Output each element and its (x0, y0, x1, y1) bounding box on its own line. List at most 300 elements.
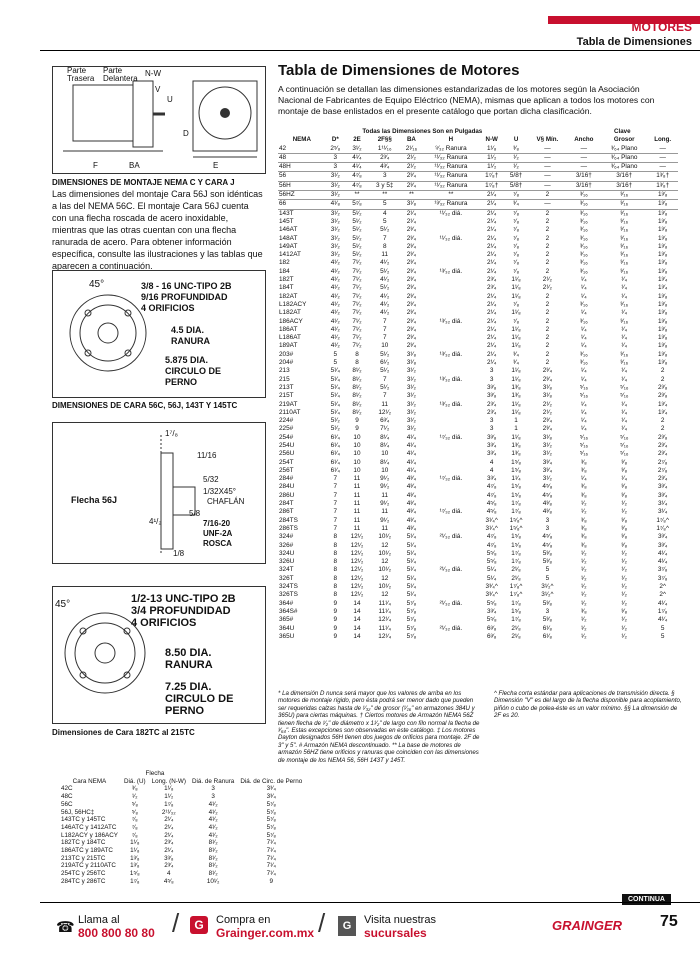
dimensions-cell: 2 (545, 242, 550, 250)
shaft-face-cell: 2¹⁄₄ (164, 847, 174, 855)
dimensions-cell: 8 (355, 359, 359, 367)
dimensions-cell: 4³⁄₈ (542, 500, 553, 508)
dimensions-cell: ⁵⁄₁₆ (619, 441, 629, 449)
dimensions-cell: L186AT (279, 334, 301, 342)
dimensions-row (278, 608, 678, 616)
dimensions-cell: 5¹⁄₄ (406, 591, 417, 599)
dimensions-cell: 3³⁄₄^ (485, 583, 498, 591)
shaft-body (161, 453, 173, 549)
dimensions-cell: 1⁵⁄₈ (511, 483, 522, 491)
dimensions-cell: ⁵⁄₁₆ (579, 450, 589, 458)
dimensions-cell: 5¹⁄₂ (352, 217, 362, 225)
dimensions-cell: 184 (279, 267, 290, 275)
dimensions-cell: ¹³⁄₃₂ diá. (439, 400, 463, 408)
dimensions-cell: ¹⁄₄ (621, 325, 628, 333)
dimensions-cell: 8¹⁄₂ (352, 375, 362, 383)
dimensions-cell: 5⁵⁄₈ (486, 616, 497, 624)
dimensions-cell: 182AT (279, 292, 298, 300)
dimensions-cell: 6¹⁄₈ (542, 624, 553, 632)
dimensions-cell: 146AT (279, 226, 298, 234)
shaft-end (220, 108, 230, 118)
dimensions-cell: ³⁄₈ (513, 144, 520, 152)
dimensions-cell: 3 (489, 425, 494, 433)
shaft-face-row (58, 862, 305, 870)
dimensions-cell: ³⁄₈ (621, 491, 628, 499)
dimensions-cell: ¹¹⁄₃₂ Ranura (422, 163, 479, 172)
dimensions-cell: 1³⁄₈ (657, 350, 668, 358)
shaft-face-row (58, 785, 305, 793)
dimensions-cell: 9 (333, 632, 338, 640)
dimensions-cell: 6¹⁄₄ (330, 441, 340, 449)
dimensions-cell: 56H (278, 181, 326, 190)
dimensions-cell: 5 (369, 200, 401, 209)
shaft-face-cell: 146ATC y 1412ATC (61, 823, 117, 831)
dimensions-cell: 1³⁄₈ (657, 317, 668, 325)
dimensions-cell: ³⁄₁₆ (579, 359, 588, 367)
dimensions-cell: 5⁷⁄₈ (406, 632, 417, 640)
dimensions-cell: — (647, 163, 678, 172)
dimensions-cell: 2¹⁄₄ (479, 191, 504, 200)
dimensions-cell: 2 (545, 359, 550, 367)
dimensions-cell: ³⁄₈ (580, 491, 587, 499)
dimensions-cell: 143T (278, 209, 326, 218)
dimensions-cell: ¹⁄₂ (621, 508, 628, 516)
dimensions-cell: 6¹⁄₂ (380, 359, 390, 367)
dimensions-cell: 7 (382, 325, 387, 333)
dimensions-cell: 1³⁄₄ (657, 284, 668, 292)
dimensions-cell: 4¹⁄₄ (657, 616, 668, 624)
dimensions-cell: ** (422, 191, 479, 200)
shaft-face-col-header: Diá. de Ranura (191, 777, 235, 785)
dimensions-cell: 8¹⁄₂ (352, 392, 362, 400)
dimensions-cell: 1⁵⁄₈ (511, 607, 522, 615)
dimensions-row (278, 259, 678, 267)
dimensions-cell: 5³⁄₈ (542, 616, 553, 624)
dimensions-cell: 2³⁄₄ (487, 400, 497, 408)
dimensions-cell: ¹¹⁄₃₂ diá. (422, 209, 479, 218)
footer-rule (40, 902, 700, 903)
dimensions-cell: 4⁷⁄₈ (486, 533, 497, 541)
dimensions-cell: ⁷⁄₈ (513, 267, 520, 275)
dimensions-row (278, 276, 678, 284)
dimensions-cell (422, 226, 479, 234)
dimensions-cell: 2¹⁄₄ (406, 217, 417, 225)
dimensions-cell: ¹⁄₂ (580, 508, 587, 516)
dimensions-cell (422, 583, 479, 591)
dimensions-cell: 10 (381, 342, 389, 350)
dimensions-cell: 3/16† (601, 181, 647, 190)
dimensions-cell: 1¹⁄₈ (511, 325, 521, 333)
dimensions-cell: 2 (545, 217, 550, 225)
dimensions-cell: 284TS (279, 516, 298, 524)
dimensions-cell: 4 (369, 209, 401, 218)
dimensions-cell: ³⁄₁₆ (620, 234, 629, 242)
dimensions-cell: 2³⁄₄ (487, 408, 497, 416)
dimensions-cell: 12¹⁄₂ (350, 533, 364, 541)
call-label: Llama al (78, 914, 120, 926)
store-icon: G (338, 916, 356, 936)
shaft-face-cell: 4¹⁄₂ (208, 800, 218, 808)
dimensions-row (278, 309, 678, 317)
dimensions-row (278, 200, 678, 209)
dimensions-cell: 5⁷⁄₈ (406, 599, 417, 607)
shaft-face-cell: 2¹⁄₄ (164, 823, 174, 831)
dimensions-cell: ¹⁄₂ (621, 566, 628, 574)
dimensions-cell: ¹⁄₂ (580, 632, 587, 640)
dimensions-cell: 7 (382, 375, 387, 383)
dimensions-cell: 204# (279, 359, 294, 367)
dimensions-cell: 3³⁄₄ (657, 541, 668, 549)
dimensions-cell: ³⁄₈ (621, 607, 628, 615)
dimensions-cell: 5¹⁄₂ (352, 234, 362, 242)
dimensions-cell (422, 367, 479, 375)
dimensions-cell: 3³⁄₄ (657, 533, 668, 541)
dimensions-cell: 2¹⁄₄ (487, 309, 497, 317)
shaft-face-cell: 3³⁄₈ (164, 854, 174, 862)
dimensions-cell: 184T (279, 284, 294, 292)
dimensions-row (278, 616, 678, 624)
dimensions-cell: 3³⁄₄ (657, 483, 668, 491)
dimensions-cell: 1¹⁄₈ (511, 292, 521, 300)
dimensions-cell: 3¹⁄₂ (330, 251, 340, 259)
dimensions-cell: 10¹⁄₂ (378, 549, 392, 557)
dimensions-cell: 2¹⁄₂ (542, 408, 552, 416)
dimensions-col-header: 2F§§ (377, 136, 392, 144)
dimensions-cell (422, 243, 479, 251)
dimensions-cell: ³⁄₁₆ (579, 242, 588, 250)
page-title: Tabla de Dimensiones de Motores (278, 62, 520, 79)
dimensions-cell: 8¹⁄₂ (352, 367, 362, 375)
dimensions-cell: ⁷⁄₈ (513, 234, 520, 242)
dimensions-cell: 1³⁄₈ (647, 200, 678, 209)
dimensions-cell (422, 608, 479, 616)
dimensions-cell: 2¹⁄₄ (401, 209, 423, 218)
dimensions-cell: 7¹⁄₂ (352, 292, 362, 300)
dimensions-cell: 1³⁄₈ (657, 217, 668, 225)
dimensions-cell: ¹⁷⁄₃₂ diá. (439, 508, 463, 516)
dimensions-cell: 4⁵⁄₈ (542, 541, 553, 549)
dimensions-cell: 1³⁄₈ (657, 342, 668, 350)
dim-4-1-2: 4¹/₂ (149, 517, 162, 526)
dimensions-cell: 10 (353, 450, 361, 458)
dimensions-cell: 1⁷⁄₈ (657, 607, 668, 615)
visit-place[interactable]: sucursales (364, 926, 427, 940)
dimensions-cell: 2 (660, 375, 665, 383)
dimensions-cell: 7 (333, 491, 338, 499)
dimensions-cell: 56HZ (278, 191, 326, 200)
dimensions-col-header: D* (331, 136, 339, 144)
dimensions-cell: 3¹⁄₂^ (541, 583, 554, 591)
dimensions-cell: 1¹⁄₈ (511, 367, 521, 375)
footer-visit (338, 914, 436, 940)
bolt-circle-dia-label: 5.875 DIA. (165, 355, 209, 365)
dimensions-cell: 1⁷⁄₈ (511, 500, 521, 508)
dimensions-cell: ³⁄₁₆ (620, 259, 629, 267)
visit-label: Visita nuestras (364, 914, 436, 926)
section-title: MOTORES (631, 20, 692, 34)
depth-label: 9/16 PROFUNDIDAD (141, 292, 228, 302)
shaft-face-row (58, 847, 305, 855)
face-hub (95, 643, 115, 663)
dimensions-col-header: Long. (654, 136, 672, 144)
dimensions-cell: 1¹⁄₈ (511, 276, 521, 284)
dimensions-cell: ¹⁄₂ (504, 163, 528, 172)
dimensions-cell (422, 384, 479, 392)
bolt-label: PERNO (165, 377, 198, 387)
shaft-56j-label: Flecha 56J (71, 495, 118, 505)
dimensions-cell: 2¹⁄₄ (487, 242, 497, 250)
dimensions-cell (422, 616, 479, 624)
dimensions-cell: 1⁵⁄₈ (511, 458, 522, 466)
dimensions-cell: ¹⁄₄ (621, 284, 628, 292)
dimensions-cell: ⁷⁄₈ (504, 209, 528, 218)
dimensions-cell: 11¹⁄₄ (378, 624, 391, 632)
shaft-face-cell: 3³⁄₄ (266, 785, 276, 793)
dimensions-cell: 7¹⁄₂ (352, 267, 362, 275)
dimensions-cell: ³⁄₁₆ (620, 359, 629, 367)
dimensions-row (278, 633, 678, 641)
dimensions-cell (422, 633, 479, 641)
dimensions-cell: 284U (279, 483, 295, 491)
dimensions-cell: 5⁵⁄₈ (486, 558, 497, 566)
dimensions-cell: ¹¹⁄₃₂ Ranura (422, 153, 479, 162)
dimensions-cell: 4¹⁄₄ (406, 441, 417, 449)
shaft-face-row (58, 793, 305, 801)
dimensions-cell: ³⁄₁₆ (601, 209, 647, 218)
shaft-face-cell: 1¹⁄₈ (130, 839, 140, 847)
dimensions-cell: 2 (545, 251, 550, 259)
dimensions-cell: 364U (279, 624, 295, 632)
dimensions-cell: ³⁄₁₆ (579, 234, 588, 242)
dimensions-cell: 3¹⁄₄ (657, 500, 668, 508)
dimensions-cell: ¹¹⁄₃₂ Ranura (422, 181, 479, 190)
dimensions-cell: 5¹⁄₄ (406, 566, 417, 574)
dimensions-cell: 2³⁄₄ (406, 226, 417, 234)
shaft-face-cell: 9 (269, 877, 274, 885)
dimensions-cell: 2 (660, 367, 665, 375)
dimensions-cell: 1¹¹⁄₁₆ (377, 144, 392, 152)
dimensions-cell: 5¹⁄₂ (380, 284, 390, 292)
dimensions-cell: 3¹⁄₂ (330, 234, 340, 242)
dimensions-cell: 3 (369, 172, 401, 181)
dimensions-row (278, 434, 678, 442)
dimensions-cell (422, 309, 479, 317)
dimensions-cell: 1⁷⁄₈^ (656, 516, 669, 524)
dimensions-row (278, 145, 678, 154)
dimensions-cell: 1⁵⁄₈ (511, 541, 522, 549)
dimensions-cell: — (528, 172, 566, 181)
dimensions-cell: 7¹⁄₂ (352, 300, 362, 308)
dimensions-cell: ¹³⁄₃₂ diá. (439, 375, 463, 383)
dimensions-cell: ¹⁄₄ (621, 425, 628, 433)
e-label: E (213, 161, 219, 170)
dimensions-cell: ³⁄₁₆ (579, 259, 588, 267)
dimensions-cell: 8 (333, 574, 338, 582)
dimensions-cell: 1¹⁄₈ (511, 342, 521, 350)
dimensions-row (278, 475, 678, 483)
dimensions-cell: 12 (381, 591, 389, 599)
bolt-circle-dia-label: 7.25 DIA. (165, 681, 212, 693)
dimensions-cell: 1³⁄₈ (657, 234, 668, 242)
dimensions-cell: 1³⁄₈ (657, 242, 668, 250)
dimensions-row (278, 181, 678, 190)
dimensions-cell: 5¹⁄₄ (406, 541, 417, 549)
dimensions-cell: 56 (278, 172, 326, 181)
dimensions-cell: 2³⁄₄ (406, 251, 417, 259)
dimensions-cell: 3 (326, 153, 345, 162)
dimensions-cell: 1³⁄₈† (647, 181, 678, 190)
dimensions-cell: 2 (528, 191, 566, 200)
dimensions-cell: 1¹⁄₂ (479, 153, 504, 162)
dimensions-cell: 2 (545, 334, 550, 342)
dimensions-cell: 4¹⁄₄ (657, 599, 668, 607)
dimensions-cell: 1¹⁄₈ (511, 284, 521, 292)
dimensions-cell: 2³⁄₄ (406, 259, 417, 267)
dimensions-cell: 4¹⁄₂ (330, 317, 340, 325)
dimensions-cell: 2¹⁄₈ (511, 574, 521, 582)
shaft-face-cell: 8¹⁄₂ (208, 839, 218, 847)
dimensions-cell: 2¹⁄₄ (487, 342, 497, 350)
dimensions-cell: 9¹⁄₂ (380, 475, 390, 483)
shop-site-link[interactable]: Grainger.com.mx (216, 926, 315, 940)
dimensions-row (278, 172, 678, 181)
dimensions-cell: 4¹⁄₂ (330, 284, 340, 292)
dimensions-cell: 9 (333, 624, 338, 632)
dimensions-cell: 3 (545, 516, 550, 524)
dimensions-cell: ** (345, 191, 369, 200)
dimensions-cell: 1⁷⁄₈^ (509, 583, 523, 591)
dimensions-cell: ¹¹⁄₃₂ diá. (439, 234, 463, 242)
dimensions-cell: 4¹⁄₄ (406, 433, 417, 441)
dimensions-cell: 215 (279, 375, 290, 383)
dimensions-cell: 3 y 5‡ (369, 181, 401, 190)
dimensions-cell: L182AT (279, 309, 301, 317)
dimensions-cell: 11¹⁄₄ (378, 607, 391, 615)
shaft-face-row (58, 870, 305, 878)
dimensions-cell: 2³⁄₄ (369, 153, 401, 162)
shaft-face-col-header: Cara NEMA (72, 777, 107, 785)
dimensions-cell: 5¹⁄₂ (330, 425, 340, 433)
dimensions-cell: 3³⁄₄^ (485, 591, 498, 599)
dimensions-cell: 5⁷⁄₈ (345, 200, 369, 209)
dim-5-32: 5/32 (203, 475, 219, 484)
dimensions-cell: 1⁷⁄₈^ (509, 591, 523, 599)
dimensions-cell (422, 450, 479, 458)
dimensions-cell: 2³⁄₄ (406, 292, 417, 300)
dimensions-cell: 4³⁄₄ (406, 483, 417, 491)
dimensions-cell: ⁷⁄₈ (513, 226, 520, 234)
dimensions-cell: 12¹⁄₂ (350, 574, 364, 582)
dimensions-cell: 3 (489, 367, 494, 375)
dimensions-cell: 3¹⁄₈ (542, 433, 553, 441)
dimensions-cell: 5¹⁄₂ (352, 226, 362, 234)
dimensions-cell: ¹⁄₂ (580, 500, 587, 508)
dimensions-cell: ⁷⁄₈ (513, 259, 520, 267)
shaft-face-cell: 5⁷⁄₈ (266, 808, 277, 816)
dimensions-cell: 5 (382, 217, 387, 225)
dimensions-cell: 3³⁄₄ (487, 450, 497, 458)
dimensions-cell: 5 (545, 566, 550, 574)
thread-spec: 7/16-20 (203, 519, 231, 528)
dimensions-cell (422, 459, 479, 467)
dimensions-cell: ³⁄₈ (580, 541, 587, 549)
dimensions-cell (422, 550, 479, 558)
dim-chamfer: 1/32X45° (203, 487, 237, 496)
dimensions-cell: 5³⁄₈ (542, 599, 553, 607)
dimensions-cell: 12¹⁄₄ (378, 632, 392, 640)
dimensions-cell: — (659, 144, 666, 152)
dimensions-cell: ¹⁄₄ (580, 309, 587, 317)
dimensions-cell: ²¹⁄₃₂ diá. (439, 624, 463, 632)
dimensions-cell: 6¹⁄₈ (542, 632, 553, 640)
rear-label: Parte Trasera (67, 66, 95, 83)
dimensions-cell: 3¹⁄₈ (542, 392, 553, 400)
dimensions-cell: ³⁄₁₆ (620, 267, 629, 275)
dimensions-cell: 3/16† (567, 181, 601, 190)
dimensions-cell: 2¹⁄₄ (487, 267, 497, 275)
u-label: U (167, 95, 173, 104)
dimensions-cell: 6¹⁄₄ (330, 458, 340, 466)
dimensions-cell: 12¹⁄₂ (350, 591, 364, 599)
dimensions-cell: 2¹⁄₄ (487, 350, 497, 358)
dimensions-cell: 7 (333, 475, 338, 483)
dimensions-cell: ¹⁄₂ (621, 591, 628, 599)
dimensions-cell: ³⁄₁₆ (620, 300, 629, 308)
dimensions-cell: 225# (279, 425, 294, 433)
dimensions-cell: 11 (381, 400, 389, 408)
shaft-face-cell: 4¹⁄₂ (208, 816, 218, 824)
shaft-face-cell: 5⁷⁄₈ (266, 831, 277, 839)
dimensions-cell: 5¹⁄₄ (330, 408, 340, 416)
dimensions-cell: 4³⁄₄ (406, 516, 417, 524)
shaft-face-cell: 4 (167, 870, 171, 878)
dimensions-cell: 2 (545, 226, 550, 234)
dimensions-cell: 5¹⁄₄ (330, 392, 340, 400)
shaft-face-cell: 8¹⁄₂ (208, 862, 218, 870)
dimensions-cell: 1³⁄₈ (657, 226, 668, 234)
dimensions-cell: — (544, 144, 551, 152)
shaft-face-row (58, 878, 305, 886)
footer-divider: / (172, 908, 180, 938)
dimensions-cell: ³⁄₈ (621, 483, 628, 491)
dimensions-cell: ¹⁄₂ (504, 153, 528, 162)
dimensions-cell: 10 (353, 441, 361, 449)
dimensions-cell: 3¹⁄₂^ (541, 591, 554, 599)
dimensions-cell: 1³⁄₈ (511, 450, 521, 458)
dimensions-row (278, 191, 678, 200)
dimensions-cell: ¹⁄₂ (621, 500, 628, 508)
dimensions-row (278, 163, 678, 172)
dimensions-cell: 8 (333, 566, 338, 574)
thread-class: UNF-2A (203, 529, 233, 538)
shaft-face-cell: 1⁵⁄₈ (129, 870, 140, 878)
dimensions-cell: 1³⁄₈ (647, 209, 678, 218)
dimensions-cell: 7¹⁄₂ (352, 284, 362, 292)
d-label: D (183, 129, 189, 138)
footnote-right: ^ Flecha corta estándar para aplicaciones de transmisión directa. § Dimensión "V" es del largo de la flecha disponible para acoplamiento, piñón o cubo de polea-éste es un valor mínimo. §§ La dimensión de 2F es 20. (494, 690, 682, 720)
dimensions-row (278, 351, 678, 359)
dimensions-cell: 1¹⁄₈ (511, 309, 521, 317)
dimensions-cell: ¹⁄₂ (580, 574, 587, 582)
dimensions-cell: 4⁷⁄₈ (486, 541, 497, 549)
dimensions-cell: ¹⁄₄ (621, 292, 628, 300)
call-number[interactable]: 800 800 80 80 (78, 926, 155, 940)
dimensions-cell: ³⁄₈ (580, 607, 587, 615)
dimensions-cell: 8¹⁄₂ (352, 383, 362, 391)
dimensions-cell: 8 (333, 583, 338, 591)
dimensions-cell: ¹⁄₂ (621, 583, 628, 591)
dimensions-cell: 2³⁄₄ (542, 375, 553, 383)
